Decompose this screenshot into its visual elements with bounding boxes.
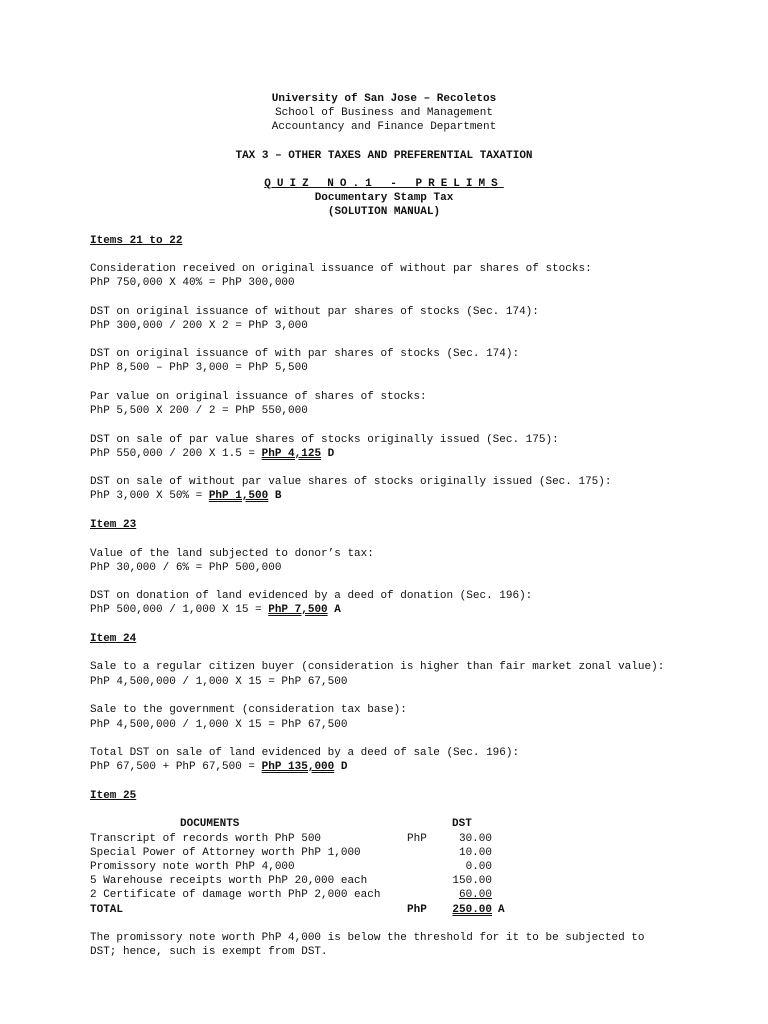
- table-row-dst: 30.00: [458, 833, 492, 845]
- total-letter: A: [498, 904, 505, 916]
- text-line: DST on donation of land evidenced by a deed of donation (Sec. 196):: [90, 590, 533, 602]
- text-line: Par value on original issuance of shares of stocks:: [90, 391, 427, 403]
- school-name: School of Business and Management: [275, 107, 493, 119]
- answer-letter: D: [334, 761, 348, 773]
- text-line: DST on sale of par value shares of stocks originally issued (Sec. 175):: [90, 434, 559, 446]
- text-line: DST on sale of without par value shares of stocks originally issued (Sec. 175):: [90, 476, 612, 488]
- answer-computation: PhP 3,000 X 50% =: [90, 490, 209, 502]
- manual-label: (SOLUTION MANUAL): [327, 206, 441, 218]
- university-name: University of San Jose – Recoletos: [271, 93, 497, 105]
- answer-letter: D: [321, 448, 335, 460]
- quiz-title: QUIZ NO.1 - PRELIMS: [264, 178, 504, 190]
- table-row-doc: 2 Certificate of damage worth PhP 2,000 each: [90, 889, 381, 901]
- answer-value: PhP 4,125: [261, 448, 322, 460]
- answer-letter: B: [268, 490, 282, 502]
- text-line: PhP 750,000 X 40% = PhP 300,000: [90, 277, 295, 289]
- section-heading-items-21-22: Items 21 to 22: [90, 235, 183, 247]
- text-line: PhP 4,500,000 / 1,000 X 15 = PhP 67,500: [90, 719, 348, 731]
- total-value: 250.00: [452, 904, 492, 916]
- course-title: TAX 3 – OTHER TAXES AND PREFERENTIAL TAXATION: [235, 150, 533, 162]
- answer-line: [90, 447, 334, 461]
- text-line: PhP 8,500 – PhP 3,000 = PhP 5,500: [90, 362, 308, 374]
- table-row-dst: 0.00: [465, 861, 492, 873]
- text-line: Sale to a regular citizen buyer (consideration is higher than fair market zonal value):: [90, 661, 665, 673]
- answer-computation: PhP 500,000 / 1,000 X 15 =: [90, 604, 269, 616]
- answer-value: PhP 135,000: [261, 761, 335, 773]
- text-line: DST on original issuance of with par shares of stocks (Sec. 174):: [90, 348, 520, 360]
- section-heading-item-23: Item 23: [90, 519, 137, 531]
- answer-letter: A: [327, 604, 341, 616]
- text-line: Value of the land subjected to donor’s tax:: [90, 548, 374, 560]
- text-line: Consideration received on original issuance of without par shares of stocks:: [90, 263, 592, 275]
- text-line: PhP 5,500 X 200 / 2 = PhP 550,000: [90, 405, 308, 417]
- answer-line: [90, 603, 341, 617]
- answer-line: [90, 760, 347, 774]
- answer-value: PhP 1,500: [208, 490, 269, 502]
- column-header-dst: DST: [452, 818, 472, 830]
- column-header-documents: DOCUMENTS: [180, 818, 240, 830]
- total-label: TOTAL: [90, 904, 124, 916]
- section-heading-item-25: Item 25: [90, 790, 137, 802]
- section-heading-item-24: Item 24: [90, 633, 137, 645]
- table-row-doc: 5 Warehouse receipts worth PhP 20,000 each: [90, 875, 368, 887]
- text-line: Total DST on sale of land evidenced by a deed of sale (Sec. 196):: [90, 747, 520, 759]
- table-row-dst: 60.00: [458, 889, 492, 901]
- note-line: The promissory note worth PhP 4,000 is below the threshold for it to be subjected to: [90, 932, 645, 944]
- text-line: PhP 30,000 / 6% = PhP 500,000: [90, 562, 282, 574]
- table-row-doc: Transcript of records worth PhP 500: [90, 833, 322, 845]
- text-line: DST on original issuance of without par shares of stocks (Sec. 174):: [90, 306, 539, 318]
- answer-computation: PhP 67,500 + PhP 67,500 =: [90, 761, 262, 773]
- text-line: PhP 300,000 / 200 X 2 = PhP 3,000: [90, 320, 308, 332]
- answer-value: PhP 7,500: [268, 604, 328, 616]
- table-row-dst: 10.00: [458, 847, 492, 859]
- text-line: Sale to the government (consideration tax base):: [90, 704, 407, 716]
- answer-line: [90, 489, 281, 503]
- text-line: PhP 4,500,000 / 1,000 X 15 = PhP 67,500: [90, 676, 348, 688]
- table-row-doc: Promissory note worth PhP 4,000: [90, 861, 295, 873]
- quiz-topic: Documentary Stamp Tax: [314, 192, 454, 204]
- department-name: Accountancy and Finance Department: [271, 121, 497, 133]
- note-line: DST; hence, such is exempt from DST.: [90, 946, 328, 958]
- table-row-currency: PhP: [407, 833, 427, 845]
- total-currency: PhP: [407, 904, 427, 916]
- table-row-dst: 150.00: [452, 875, 492, 887]
- answer-computation: PhP 550,000 / 200 X 1.5 =: [90, 448, 262, 460]
- table-row-doc: Special Power of Attorney worth PhP 1,000: [90, 847, 361, 859]
